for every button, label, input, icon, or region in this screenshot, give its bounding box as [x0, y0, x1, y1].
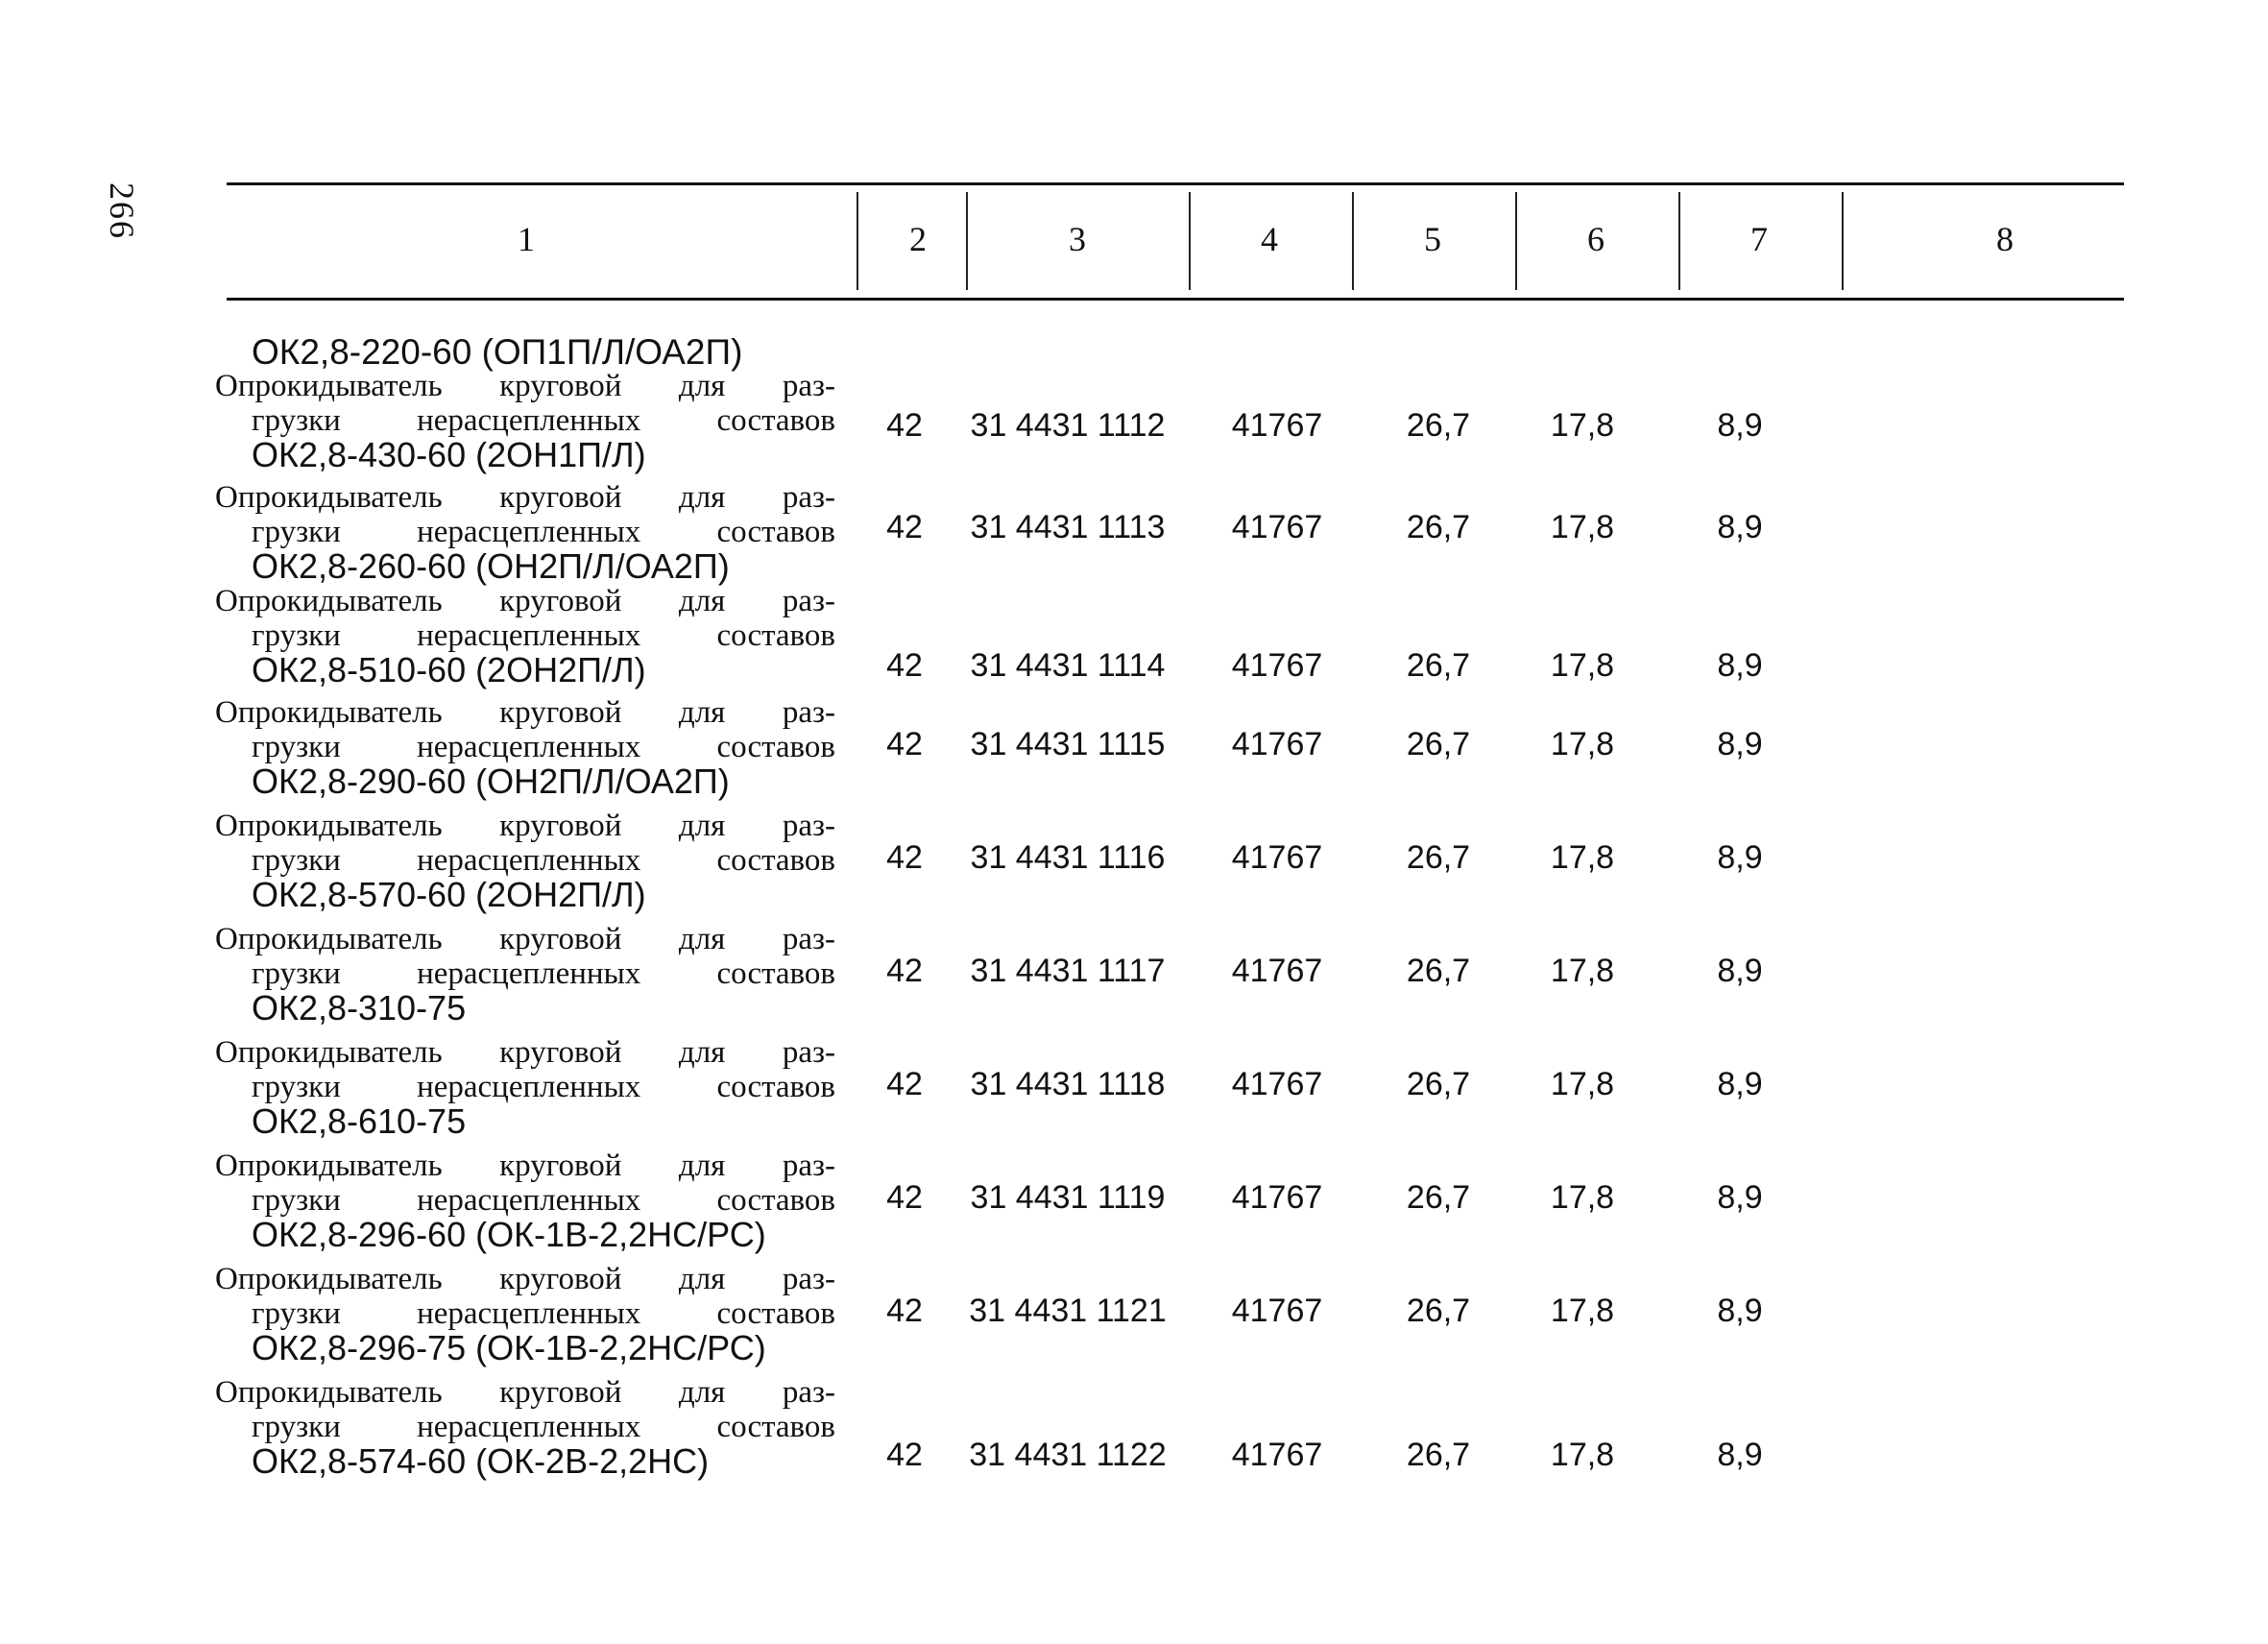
cell-column-3: 31 4431 1112	[970, 407, 1166, 444]
cell-column-6: 17,8	[1550, 1293, 1615, 1329]
cell-column-7: 8,9	[1717, 407, 1763, 444]
description-line-3: ОК2,8-574-60 (ОК-2В-2,2НС)	[252, 1441, 710, 1481]
description-line-1: Опрокидыватель круговой для раз-	[215, 480, 835, 515]
cell-column-5: 26,7	[1406, 1066, 1471, 1102]
column-divider	[966, 192, 968, 290]
cell-column-6: 17,8	[1550, 953, 1615, 989]
column-header-7: 7	[1750, 220, 1768, 258]
cell-column-4: 41767	[1231, 726, 1323, 762]
cell-column-5: 26,7	[1406, 839, 1471, 876]
row-description	[215, 584, 835, 688]
row-description	[215, 695, 835, 799]
cell-column-2: 42	[886, 407, 923, 444]
cell-column-3: 31 4431 1122	[969, 1437, 1167, 1473]
cell-column-4: 41767	[1231, 509, 1323, 545]
cell-column-2: 42	[886, 647, 923, 684]
column-divider	[1515, 192, 1517, 290]
description-line-2: грузки нерасцепленных составов	[252, 1296, 835, 1331]
description-line-3: ОК2,8-290-60 (ОН2П/Л/ОА2П)	[252, 762, 730, 801]
row-description	[215, 369, 835, 472]
cell-column-7: 8,9	[1717, 1293, 1763, 1329]
cell-column-2: 42	[886, 509, 923, 545]
description-line-2: грузки нерасцепленных составов	[252, 956, 835, 991]
cell-column-6: 17,8	[1550, 1179, 1615, 1216]
cell-column-2: 42	[886, 1179, 923, 1216]
cell-column-2: 42	[886, 1437, 923, 1473]
description-line-3: ОК2,8-570-60 (2ОН2П/Л)	[252, 875, 646, 914]
row-description	[215, 480, 835, 584]
description-line-1: Опрокидыватель круговой для раз-	[215, 809, 835, 843]
cell-column-7: 8,9	[1717, 647, 1763, 684]
cell-column-4: 41767	[1231, 647, 1323, 684]
description-line-3: ОК2,8-260-60 (ОН2П/Л/ОА2П)	[252, 546, 730, 586]
column-divider	[857, 192, 858, 290]
cell-column-7: 8,9	[1717, 953, 1763, 989]
cell-column-4: 41767	[1231, 1179, 1323, 1216]
description-line-2: грузки нерасцепленных составов	[252, 515, 835, 549]
page-number: 266	[103, 182, 141, 240]
description-line-2: грузки нерасцепленных составов	[252, 403, 835, 438]
row-description	[215, 1148, 835, 1252]
cell-column-6: 17,8	[1550, 726, 1615, 762]
description-line-2: грузки нерасцепленных составов	[252, 843, 835, 878]
cell-column-7: 8,9	[1717, 726, 1763, 762]
description-line-1: Опрокидыватель круговой для раз-	[215, 1148, 835, 1183]
row-description	[215, 1375, 835, 1479]
row-description	[215, 1262, 835, 1366]
column-divider	[1189, 192, 1191, 290]
column-divider	[1352, 192, 1354, 290]
header-top-rule	[227, 182, 2124, 185]
cell-column-4: 41767	[1231, 839, 1323, 876]
cell-column-5: 26,7	[1406, 647, 1471, 684]
cell-column-5: 26,7	[1406, 1437, 1471, 1473]
description-line-3: ОК2,8-430-60 (2ОН1П/Л)	[252, 435, 646, 474]
cell-column-5: 26,7	[1406, 953, 1471, 989]
cell-column-4: 41767	[1231, 1293, 1323, 1329]
cell-column-2: 42	[886, 953, 923, 989]
cell-column-7: 8,9	[1717, 1179, 1763, 1216]
cell-column-4: 41767	[1231, 407, 1323, 444]
cell-column-7: 8,9	[1717, 509, 1763, 545]
cell-column-4: 41767	[1231, 953, 1323, 989]
column-header-4: 4	[1261, 220, 1278, 258]
cell-column-6: 17,8	[1550, 1066, 1615, 1102]
row-description	[215, 922, 835, 1026]
cell-column-6: 17,8	[1550, 407, 1615, 444]
description-line-2: грузки нерасцепленных составов	[252, 730, 835, 764]
column-header-6: 6	[1587, 220, 1604, 258]
description-line-3: ОК2,8-510-60 (2ОН2П/Л)	[252, 650, 646, 689]
column-divider	[1678, 192, 1680, 290]
cell-column-2: 42	[886, 839, 923, 876]
row-description	[215, 809, 835, 912]
cell-column-3: 31 4431 1121	[969, 1293, 1167, 1329]
cell-column-3: 31 4431 1118	[970, 1066, 1166, 1102]
description-line-1: Опрокидыватель круговой для раз-	[215, 369, 835, 403]
continued-model-line: ОК2,8-220-60 (ОП1П/Л/ОА2П)	[252, 332, 743, 372]
cell-column-4: 41767	[1231, 1066, 1323, 1102]
header-bottom-rule	[227, 298, 2124, 301]
description-line-1: Опрокидыватель круговой для раз-	[215, 1375, 835, 1410]
description-line-2: грузки нерасцепленных составов	[252, 1410, 835, 1444]
cell-column-5: 26,7	[1406, 1179, 1471, 1216]
description-line-3: ОК2,8-610-75	[252, 1101, 467, 1141]
cell-column-6: 17,8	[1550, 839, 1615, 876]
cell-column-3: 31 4431 1117	[970, 953, 1166, 989]
cell-column-5: 26,7	[1406, 726, 1471, 762]
description-line-2: грузки нерасцепленных составов	[252, 1070, 835, 1104]
description-line-3: ОК2,8-296-75 (ОК-1В-2,2НС/РС)	[252, 1328, 766, 1367]
description-line-3: ОК2,8-296-60 (ОК-1В-2,2НС/РС)	[252, 1215, 766, 1254]
description-line-1: Опрокидыватель круговой для раз-	[215, 1262, 835, 1296]
column-header-8: 8	[1996, 220, 2014, 258]
cell-column-5: 26,7	[1406, 509, 1471, 545]
cell-column-5: 26,7	[1406, 1293, 1471, 1329]
cell-column-7: 8,9	[1717, 839, 1763, 876]
cell-column-6: 17,8	[1550, 1437, 1615, 1473]
column-header-2: 2	[909, 220, 927, 258]
cell-column-3: 31 4431 1113	[970, 509, 1166, 545]
row-description	[215, 1035, 835, 1139]
cell-column-6: 17,8	[1550, 647, 1615, 684]
description-line-3: ОК2,8-310-75	[252, 988, 467, 1028]
description-line-1: Опрокидыватель круговой для раз-	[215, 695, 835, 730]
column-header-5: 5	[1424, 220, 1441, 258]
cell-column-7: 8,9	[1717, 1066, 1763, 1102]
description-line-1: Опрокидыватель круговой для раз-	[215, 922, 835, 956]
column-header-3: 3	[1069, 220, 1086, 258]
cell-column-3: 31 4431 1116	[970, 839, 1166, 876]
cell-column-2: 42	[886, 1066, 923, 1102]
cell-column-5: 26,7	[1406, 407, 1471, 444]
column-header-1: 1	[518, 220, 535, 258]
description-line-2: грузки нерасцепленных составов	[252, 618, 835, 653]
cell-column-3: 31 4431 1115	[970, 726, 1166, 762]
cell-column-3: 31 4431 1114	[970, 647, 1166, 684]
cell-column-2: 42	[886, 726, 923, 762]
cell-column-7: 8,9	[1717, 1437, 1763, 1473]
cell-column-2: 42	[886, 1293, 923, 1329]
column-divider	[1842, 192, 1844, 290]
cell-column-3: 31 4431 1119	[970, 1179, 1166, 1216]
description-line-1: Опрокидыватель круговой для раз-	[215, 584, 835, 618]
cell-column-4: 41767	[1231, 1437, 1323, 1473]
cell-column-6: 17,8	[1550, 509, 1615, 545]
description-line-2: грузки нерасцепленных составов	[252, 1183, 835, 1218]
description-line-1: Опрокидыватель круговой для раз-	[215, 1035, 835, 1070]
